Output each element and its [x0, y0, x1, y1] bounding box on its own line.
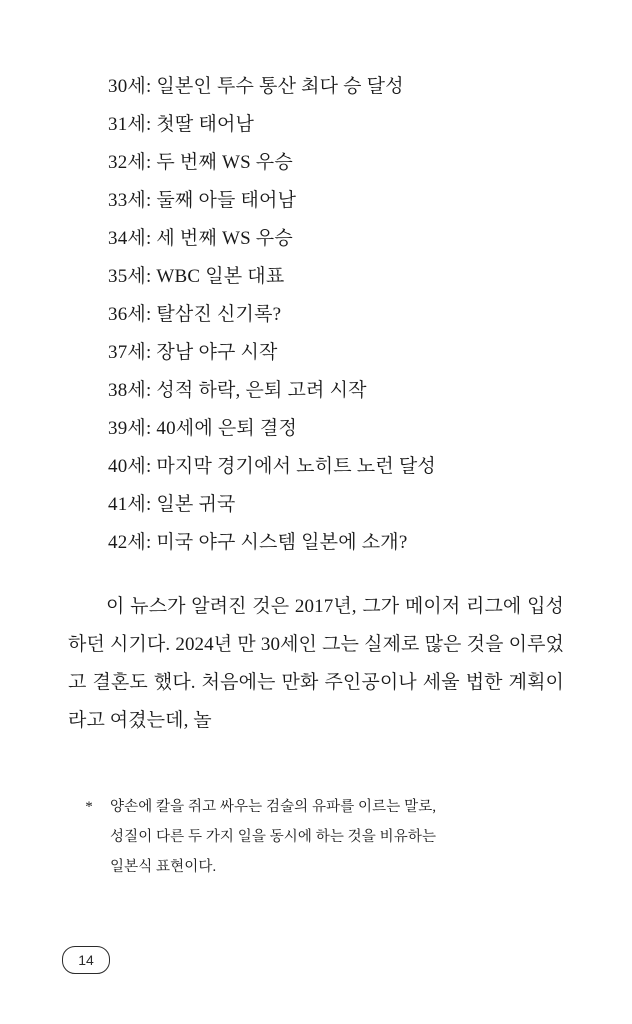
page-number: 14	[62, 946, 110, 974]
list-item: 33세: 둘째 아들 태어남	[108, 190, 297, 211]
list-item: 31세: 첫딸 태어남	[108, 114, 255, 135]
footnote-text	[110, 792, 564, 882]
list-item: 34세: 세 번째 WS 우승	[108, 228, 293, 249]
footnote-divider	[68, 780, 218, 781]
list-item: 32세: 두 번째 WS 우승	[108, 152, 293, 173]
list-item: 40세: 마지막 경기에서 노히트 노런 달성	[108, 456, 436, 477]
list-item: 38세: 성적 하락, 은퇴 고려 시작	[108, 380, 367, 401]
footnote-line: 양손에 칼을 쥐고 싸우는 검술의 유파를 이르는 말로,	[110, 799, 437, 815]
list-item: 36세: 탈삼진 신기록?	[108, 304, 282, 325]
list-item: 35세: WBC 일본 대표	[108, 266, 285, 287]
list-item: 30세: 일본인 투수 통산 최다 승 달성	[108, 76, 404, 97]
footnote	[68, 792, 564, 882]
footnote-line: 성질이 다른 두 가지 일을 동시에 하는 것을 비유하는	[110, 829, 437, 845]
list-item: 41세: 일본 귀국	[108, 494, 236, 515]
footnote-marker: *	[85, 799, 93, 815]
list-item: 37세: 장남 야구 시작	[108, 342, 278, 363]
footnote-line: 일본식 표현이다.	[110, 859, 217, 875]
list-item: 39세: 40세에 은퇴 결정	[108, 418, 298, 439]
body-paragraph: 이 뉴스가 알려진 것은 2017년, 그가 메이저 리그에 입성하던 시기다. 2024년 만 30세인 그는 실제로 많은 것을 이루었고 결혼도 했다. 처음에는 만화 주인공이나 세울 법한 계획이라고 여겼는데, 놀	[68, 596, 564, 731]
list-item: 42세: 미국 야구 시스템 일본에 소개?	[108, 532, 408, 553]
timeline-list	[108, 68, 538, 562]
